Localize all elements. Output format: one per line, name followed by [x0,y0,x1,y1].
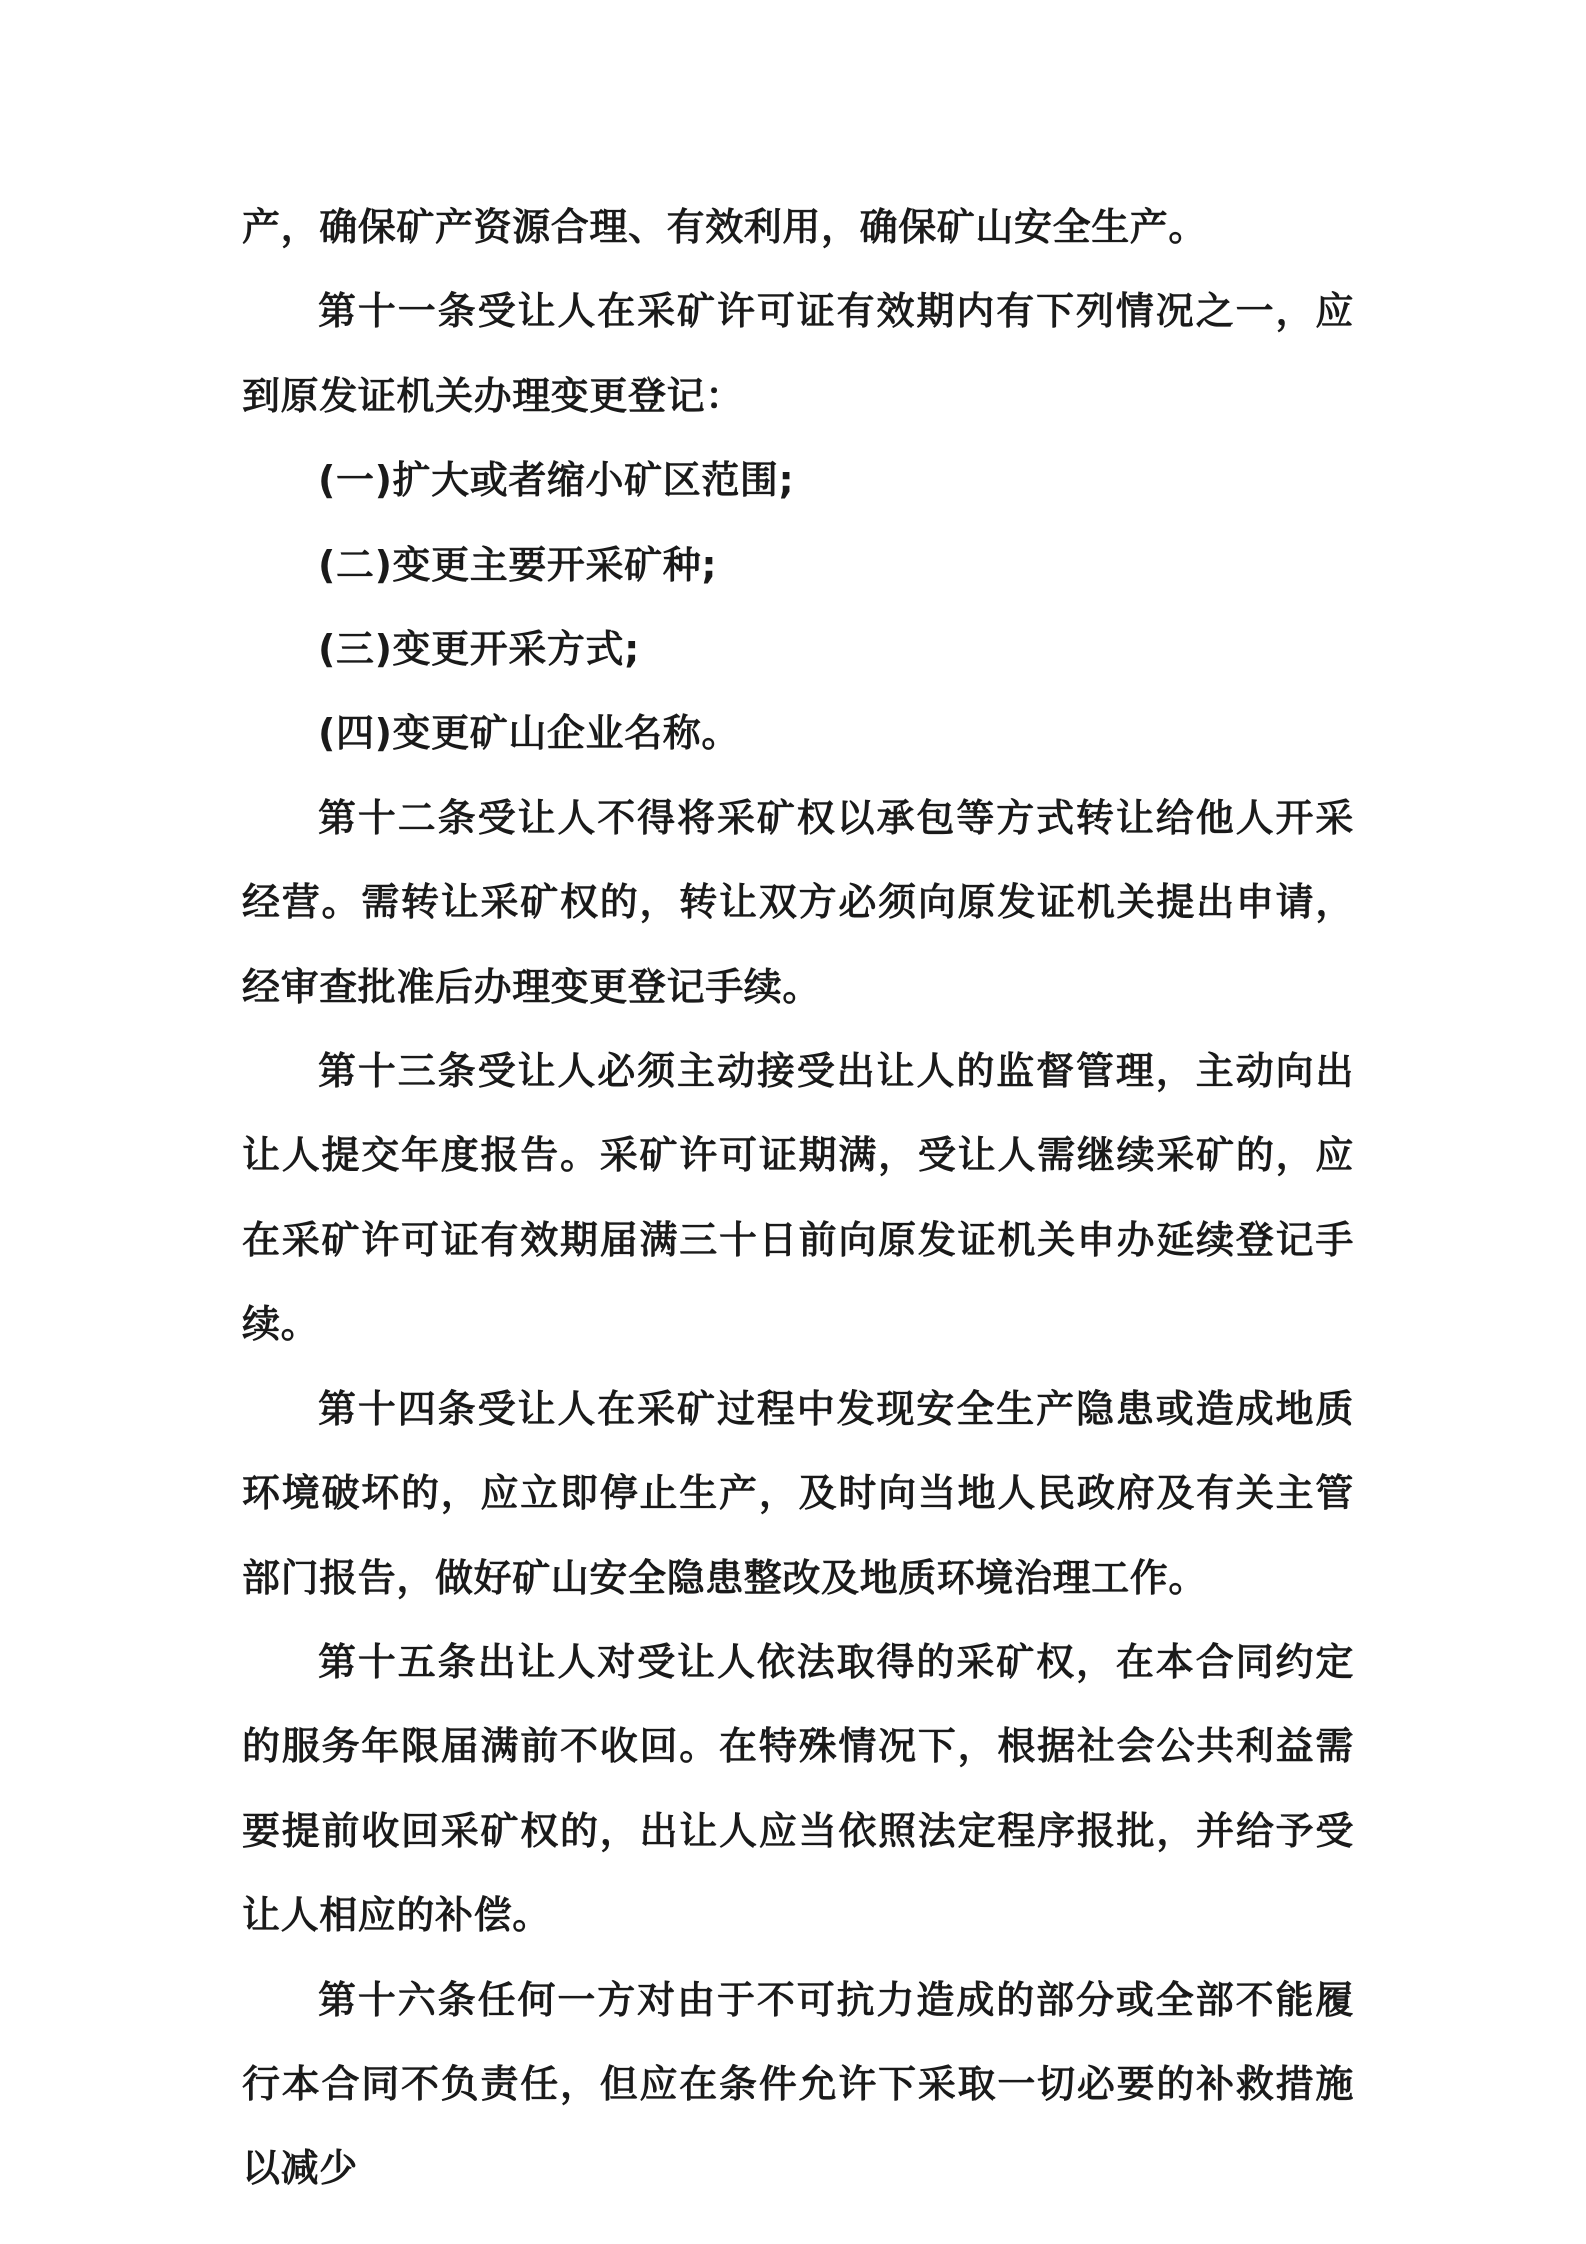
paragraph-item-2: (二)变更主要开采矿种; [318,542,718,587]
paragraph-article-13: 第十三条受让人必须主动接受出让人的监督管理，主动向出让人提交年度报告。采矿许可证期满，受让人需继续采矿的，应在采矿许可证有效期届满三十日前向原发证机关申办延续登记手续。 [242,1049,1354,1347]
paragraph-article-12: 第十二条受让人不得将采矿权以承包等方式转让给他人开采经营。需转让采矿权的，转让双方必须向原发证机关提出申请，经审查批准后办理变更登记手续。 [242,795,1354,1009]
paragraph-article-14: 第十四条受让人在采矿过程中发现安全生产隐患或造成地质环境破坏的，应立即停止生产，及时向当地人民政府及有关主管部门报告，做好矿山安全隐患整改及地质环境治理工作。 [242,1386,1354,1600]
paragraph-article-11: 第十一条受让人在采矿许可证有效期内有下列情况之一，应到原发证机关办理变更登记： [242,289,1354,418]
paragraph-item-3: (三)变更开采方式; [318,627,640,672]
paragraph-item-4: (四)变更矿山企业名称。 [318,711,740,756]
paragraph-item-1: (一)扩大或者缩小矿区范围; [318,458,795,503]
paragraph-continuation: 产，确保矿产资源合理、有效利用，确保矿山安全生产。 [242,205,1208,249]
document-body [242,185,1354,2211]
paragraph-article-16: 第十六条任何一方对由于不可抗力造成的部分或全部不能履行本合同不负责任，但应在条件允许下采取一切必要的补救措施以减少 [242,1977,1354,2191]
paragraph-article-15: 第十五条出让人对受让人依法取得的采矿权，在本合同约定的服务年限届满前不收回。在特殊情况下，根据社会公共利益需要提前收回采矿权的，出让人应当依照法定程序报批，并给予受让人相应的补偿。 [242,1639,1354,1938]
